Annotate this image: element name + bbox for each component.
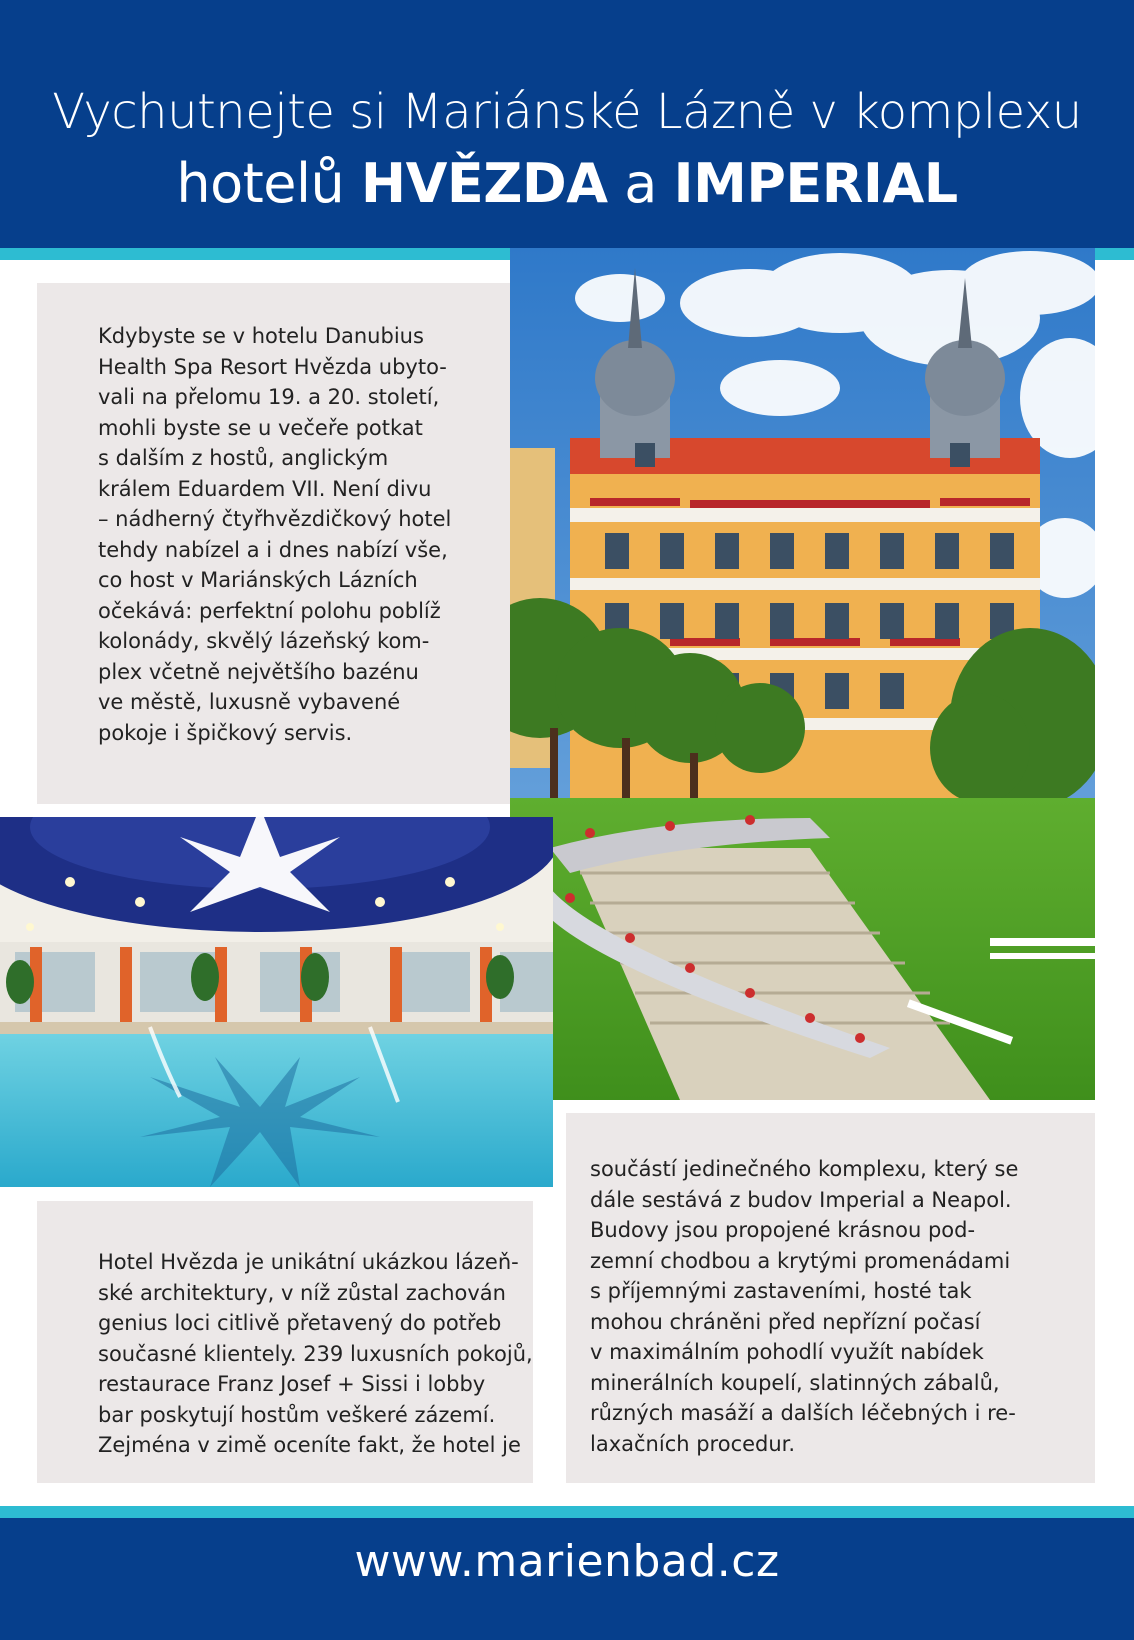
headline-hvezda: HVĚZDA <box>360 152 608 215</box>
architecture-line: restaurace Franz Josef + Sissi i lobby <box>98 1372 486 1396</box>
complex-line: mohou chráněni před nepřízní počasí <box>590 1309 981 1334</box>
architecture-line: současné klientely. 239 luxusních pokojů, <box>98 1341 533 1366</box>
intro-line: mohli byste se u večeře potkat <box>98 415 423 440</box>
footer-banner <box>0 1518 1134 1640</box>
intro-line: plex včetně největšího bazénu <box>98 659 419 684</box>
hotel-facade-photo <box>510 248 1095 1100</box>
headline-imperial: IMPERIAL <box>673 152 958 215</box>
architecture-line: genius loci citlivě přetavený do potřeb <box>98 1311 502 1335</box>
architecture-line: bar poskytují hostům veškeré zázemí. <box>98 1402 496 1427</box>
intro-line: s dalším z hostů, anglickým <box>98 446 389 470</box>
footer-accent-stripe <box>0 1506 1134 1518</box>
architecture-line: ské architektury, v níž zůstal zachován <box>98 1280 506 1305</box>
intro-line: ve městě, luxusně vybavené <box>98 690 401 714</box>
intro-line: pokoje i špičkový servis. <box>98 720 353 745</box>
headline-line-1: Vychutnejte si Mariánské Lázně v komplexu <box>52 84 1082 140</box>
intro-line: co host v Mariánských Lázních <box>98 568 418 592</box>
intro-line: králem Eduardem VII. Není divu <box>98 476 432 501</box>
architecture-text <box>98 1247 548 1461</box>
website-link[interactable]: www.marienbad.cz <box>354 1536 780 1587</box>
intro-line: očekává: perfektní polohu poblíž <box>98 598 441 623</box>
complex-line: minerálních koupelí, slatinných zábalů, <box>590 1370 1000 1395</box>
complex-line: laxačních procedur. <box>590 1431 796 1456</box>
complex-line: dále sestává z budov Imperial a Neapol. <box>590 1187 1012 1212</box>
intro-line: kolonády, skvělý lázeňský kom- <box>98 629 430 653</box>
architecture-line: Hotel Hvězda je unikátní ukázkou lázeň- <box>98 1250 519 1274</box>
complex-line: v maximálním pohodlí využít nabídek <box>590 1340 984 1364</box>
headline-hotels: hotelů <box>176 152 361 215</box>
intro-line: Health Spa Resort Hvězda ubyto- <box>98 354 447 379</box>
headline-line-2 <box>0 152 1134 215</box>
spa-pool-photo <box>0 817 553 1187</box>
header-banner <box>0 0 1134 248</box>
headline-and: a <box>607 152 674 215</box>
complex-line: Budovy jsou propojené krásnou pod- <box>590 1218 976 1242</box>
complex-line: různých masáží a dalších léčebných i re- <box>590 1401 1016 1425</box>
intro-text <box>98 321 498 748</box>
intro-line: Kdybyste se v hotelu Danubius <box>98 324 424 348</box>
intro-line: tehdy nabízel a i dnes nabízí vše, <box>98 537 448 562</box>
complex-line: s příjemnými zastaveními, hosté tak <box>590 1279 972 1303</box>
complex-text <box>590 1154 1070 1459</box>
intro-line: vali na přelomu 19. a 20. století, <box>98 385 440 409</box>
architecture-line: Zejména v zimě oceníte fakt, že hotel je <box>98 1433 521 1457</box>
complex-line: zemní chodbou a krytými promenádami <box>590 1248 1011 1273</box>
complex-line: součástí jedinečného komplexu, který se <box>590 1157 1019 1181</box>
intro-line: – nádherný čtyřhvězdičkový hotel <box>98 507 452 531</box>
